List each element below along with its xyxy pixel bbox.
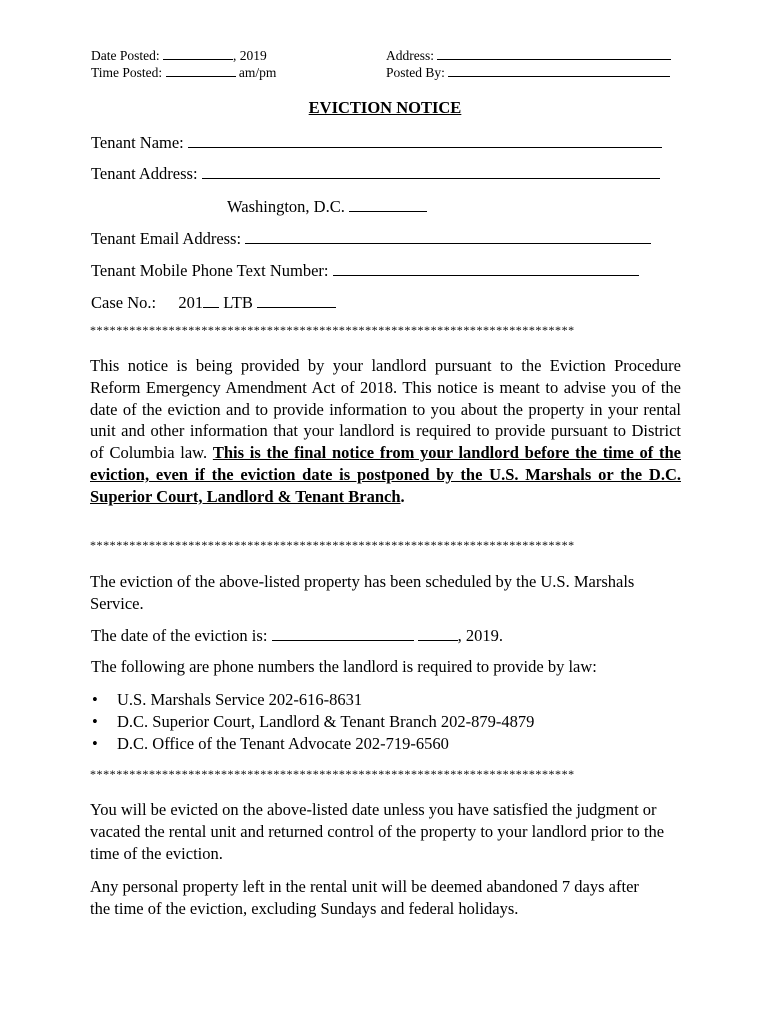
tenant-mobile-label: Tenant Mobile Phone Text Number: (91, 261, 329, 280)
intro-text: This notice is being provided by your landlord pursuant to the Eviction Procedure Reform Emergency Amendment Act of 2018. This notice is meant to advise you of the date of the eviction and to provide information to you about the property in your rental unit and other information that your landlord is required to provide pursuant to District of Columbia law. (90, 356, 681, 463)
tenant-email-row (91, 228, 651, 249)
time-posted-label: Time Posted: (91, 65, 163, 80)
eviction-day-field[interactable] (418, 625, 458, 641)
time-posted-blank[interactable] (166, 64, 236, 77)
separator: ************************************************************************** (90, 323, 575, 337)
tenant-mobile-field[interactable] (333, 260, 639, 276)
address-blank[interactable] (437, 47, 671, 60)
list-item (90, 733, 534, 755)
abandoned-property-paragraph: Any personal property left in the rental unit will be deemed abandoned 7 days after the time of the eviction, excluding Sundays and federal holidays. (90, 877, 639, 918)
tenant-email-field[interactable] (245, 228, 651, 244)
date-posted-blank[interactable] (163, 47, 233, 60)
phone-entry: D.C. Superior Court, Landlord & Tenant Branch 202-879-4879 (117, 712, 535, 731)
separator: ************************************************************************** (90, 767, 575, 781)
posted-by-label: Posted By: (386, 65, 445, 80)
eviction-date-suffix: , 2019. (457, 626, 504, 645)
tenant-address-label: Tenant Address: (91, 164, 198, 183)
time-posted-row (91, 64, 276, 81)
time-posted-suffix: am/pm (238, 65, 277, 80)
case-number-row (91, 292, 336, 313)
address-row (386, 47, 671, 64)
case-number-field[interactable] (257, 292, 336, 308)
list-item (90, 689, 534, 711)
address-label: Address: (386, 48, 434, 63)
date-posted-suffix: , 2019 (233, 48, 267, 63)
page-title: EVICTION NOTICE (308, 98, 462, 117)
city-label: Washington, D.C. (227, 197, 345, 216)
phone-entry: D.C. Office of the Tenant Advocate 202-719-6560 (117, 734, 449, 753)
tenant-name-label: Tenant Name: (91, 133, 184, 152)
eviction-warning-paragraph: You will be evicted on the above-listed date unless you have satisfied the judgment or vacated the rental unit and returned control of the property to your landlord prior to the time of the eviction. (90, 800, 665, 863)
list-item (90, 711, 534, 733)
bullet-icon: • (92, 734, 98, 753)
case-number-suffix: LTB (223, 293, 253, 312)
intro-paragraph (90, 355, 681, 508)
date-posted-label: Date Posted: (91, 48, 160, 63)
posted-by-row (386, 64, 670, 81)
phone-list (90, 689, 534, 755)
separator: ************************************************************************** (90, 538, 575, 552)
case-number-prefix: 201 (178, 293, 204, 312)
phones-intro: The following are phone numbers the landlord is required to provide by law: (91, 657, 597, 676)
bullet-icon: • (92, 712, 98, 731)
tenant-email-label: Tenant Email Address: (91, 229, 242, 248)
phone-entry: U.S. Marshals Service 202-616-8631 (117, 690, 363, 709)
bullet-icon: • (92, 690, 98, 709)
scheduled-paragraph: The eviction of the above-listed property has been scheduled by the U.S. Marshals Service. (90, 572, 635, 613)
intro-period: . (400, 486, 405, 506)
tenant-name-row (91, 132, 662, 153)
city-row (227, 196, 427, 217)
tenant-mobile-row (91, 260, 639, 281)
posted-by-blank[interactable] (448, 64, 670, 77)
case-year-field[interactable] (203, 292, 219, 308)
tenant-address-row (91, 163, 660, 184)
eviction-date-label: The date of the eviction is: (91, 626, 268, 645)
tenant-address-field[interactable] (202, 163, 660, 179)
final-notice-emphasis: This is the final notice from your landlord before the time of the eviction, even if the eviction date is postponed by the U.S. Marshals or the D.C. Superior Court, Landlord & Tenant Branch (90, 443, 681, 506)
case-number-label: Case No.: (91, 293, 157, 312)
eviction-date-row (91, 625, 503, 646)
date-posted-row (91, 47, 267, 64)
eviction-date-field[interactable] (272, 625, 414, 641)
tenant-name-field[interactable] (188, 132, 662, 148)
zip-field[interactable] (349, 196, 427, 212)
